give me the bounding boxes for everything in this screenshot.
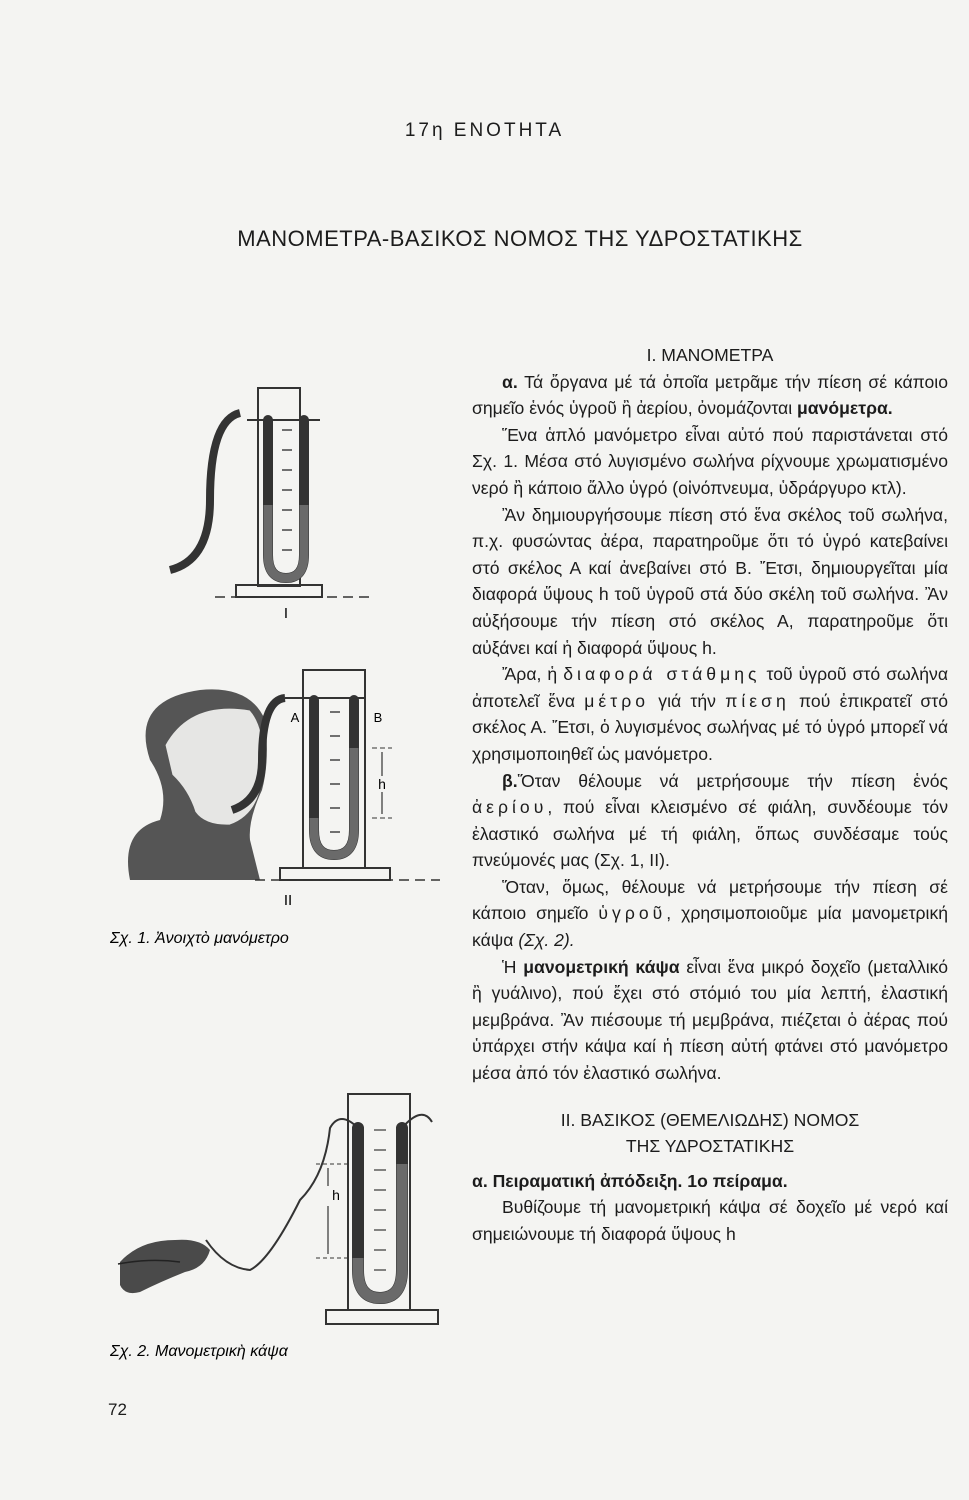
section-gap (472, 1087, 948, 1107)
section-1-b-marker: β. (502, 770, 518, 791)
figure-2-reference: (Σχ. 2). (518, 930, 575, 951)
text-column (472, 342, 948, 1248)
section-1-a-paragraph-2: Ἕνα ἁπλό μανόμετρο εἶναι αὐτό πού παριστάνεται στό Σχ. 1. Μέσα στό λυγισμένο σωλήνα ρίχνουμε χρωματισμένο νερό ἢ κάποιο ἄλλο ὑγρό (οἰνόπνευμα, ὑδράργυρο κτλ). (472, 424, 948, 498)
section-1-b-text-4a: Ἡ (502, 956, 517, 977)
section-gap-2 (472, 1160, 948, 1168)
manometer-1 (170, 388, 375, 597)
spaced-term-measure: μέτρο (584, 690, 650, 711)
section-1-b-text-3b: , χρησιμοποιοῦμε μία μανομετρική κάψα (472, 903, 949, 951)
term-manometric-capsule: μανομετρική κάψα (523, 956, 680, 977)
section-2-a-heading: α. Πειραματική ἀπόδειξη. 1ο πείραμα. (472, 1170, 788, 1191)
section-1-a-text-4b: τοῦ ὑγροῦ στό σωλήνα ἀποτελεῖ ἕνα (472, 664, 949, 711)
section-1-a-paragraph-1 (472, 369, 948, 422)
section-1-a-text-4c: γιά τήν (658, 690, 716, 711)
figure-1-label-II: II (283, 892, 293, 909)
section-1-title: I. ΜΑΝΟΜΕΤΡΑ (646, 345, 774, 365)
section-2-title-line-1: II. ΒΑΣΙΚΟΣ (ΘΕΜΕΛΙΩΔΗΣ) ΝΟΜΟΣ (560, 1109, 860, 1130)
spaced-term-gas: ἀερίου (472, 797, 548, 818)
figure-2-caption: Σχ. 2. Μανομετρικὴ κάψα (110, 1343, 288, 1360)
section-1-a-text-4a: Ἄρα, ἡ (502, 664, 558, 685)
figure-1-open-manometer (0, 0, 460, 960)
section-1-b-text-2: , πού εἶναι κλεισμένο σέ φιάλη, συνδέουμε τόν ἐλαστικό σωλήνα μέ τή φιάλη, ὅπως συνδέσαμε τούς πνεύμονές μας (Σχ. 1, II). (472, 797, 948, 871)
section-1-a-marker: α. (502, 371, 518, 392)
spaced-term-level-difference: διαφορά στάθμης (563, 664, 761, 685)
page-number: 72 (108, 1400, 127, 1419)
unit-heading: 17η ΕΝΟΤΗΤΑ (404, 120, 565, 141)
figure-2-manometric-capsule (0, 1000, 460, 1400)
section-1-b-paragraph-3 (472, 954, 948, 1087)
section-2-a-paragraph-1: Βυθίζουμε τή μανομετρική κάψα σέ δοχεῖο μέ νερό καί σημειώνουμε τή διαφορά ὕψους h (472, 1197, 948, 1244)
figure-1-label-h: h (378, 776, 386, 792)
section-1-a-text-4d: πού ἐπικρατεῖ στό σκέλος Α. Ἔτσι, ὁ λυγισμένος σωλήνας μέ τό ὑγρό μπορεῖ νά χρησιμοποιηθεῖ ὡς μανόμετρο. (472, 690, 949, 764)
term-manometers: μανόμετρα. (797, 398, 893, 419)
section-1-a-paragraph-3: Ἂν δημιουργήσουμε πίεση στό ἕνα σκέλος τοῦ σωλήνα, π.χ. φυσώντας ἀέρα, παρατηροῦμε ὅτι τό ὑγρό κατεβαίνει στό σκέλος Α καί ἀνεβαίνει στό Β. Ἔτσι, δημιουργεῖται μία διαφορά ὕψους h τοῦ ὑγροῦ στά δύο σκέλη τοῦ σωλήνα. Ἂν αὐξήσουμε τήν πίεση στό σκέλος Α, παρατηροῦμε ὅτι αὐξάνει καί ἡ διαφορά ὕψους h. (472, 504, 948, 658)
chapter-title: ΜΑΝΟΜΕΤΡΑ-ΒΑΣΙΚΟΣ ΝΟΜΟΣ ΤΗΣ ΥΔΡΟΣΤΑΤΙΚΗΣ (237, 226, 803, 251)
section-1-b-text-1: Ὅταν θέλουμε νά μετρήσουμε τήν πίεση ἑνός (517, 770, 948, 791)
figure-1-label-B: B (373, 710, 383, 725)
figure-1-label-I: I (283, 605, 289, 622)
spaced-term-pressure: πίεση (725, 690, 790, 711)
section-2-title-line-2: ΤΗΣ ΥΔΡΟΣΤΑΤΙΚΗΣ (625, 1136, 795, 1157)
section-1-b-text-3a: Ὅταν, ὅμως, θέλουμε νά μετρήσουμε τήν πίεση σέ κάποιο σημεῖο (472, 876, 948, 924)
figure-1-label-A: A (290, 710, 300, 725)
section-1-b-paragraph-1 (472, 768, 948, 874)
section-1-b-text-4b: εἶναι ἕνα μικρό δοχεῖο (μεταλλικό ἢ γυάλινο), πού ἔχει στό στόμιό του μία λεπτή, ἐλαστική μεμβράνα. Ἂν πιέσουμε τή μεμβράνα, πιέζεται ὁ ἀέρας πού ὑπάρχει στήν κάψα καί ἡ πίεση αὐτή φτάνει στό μανόμετρο μέσα ἀπό τόν ἐλαστικό σωλήνα. (472, 956, 949, 1084)
figure-1-caption: Σχ. 1. Ἀνοιχτὸ μανόμετρο (110, 930, 289, 947)
manometer-2 (128, 670, 440, 880)
section-1-a-paragraph-4 (472, 661, 948, 767)
section-1-a-text-1: Τά ὄργανα μέ τά ὁποῖα μετρᾶμε τήν πίεση σέ κάποιο σημεῖο ἑνός ὑγροῦ ἢ ἀερίου, ὀνομάζονται (472, 371, 948, 419)
spaced-term-liquid: ὑγροῦ (598, 903, 667, 924)
figure-2-label-h: h (332, 1187, 340, 1203)
section-1-b-paragraph-2 (472, 874, 948, 954)
